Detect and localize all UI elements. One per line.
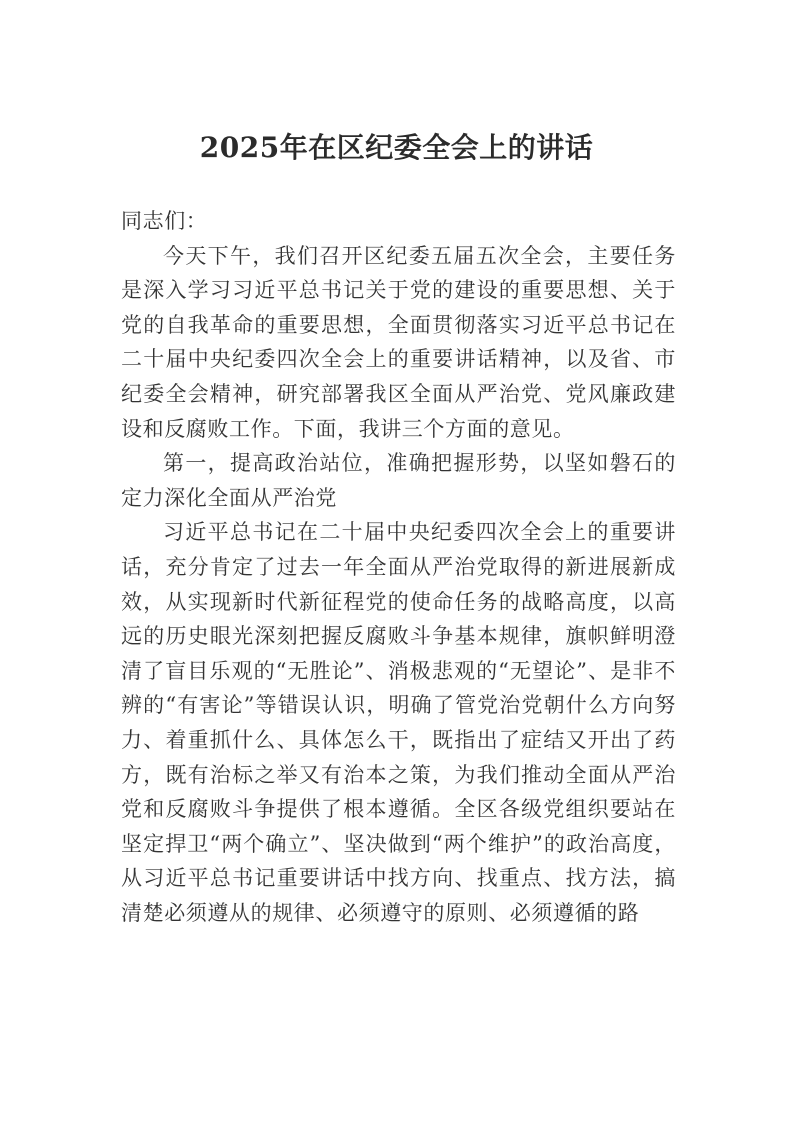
document-body: [121, 204, 676, 930]
document-title: 2025年在区纪委全会上的讲话: [199, 131, 594, 164]
salutation: 同志们：: [121, 209, 208, 233]
paragraph-intro: 今天下午，我们召开区纪委五届五次全会，主要任务是深入学习习近平总书记关于党的建设的重要思想、关于党的自我革命的重要思想，全面贯彻落实习近平总书记在二十届中央纪委四次全会上的重要讲话精神，以及省、市纪委全会精神，研究部署我区全面从严治党、党风廉政建设和反腐败工作。下面，我讲三个方面的意见。: [121, 243, 676, 441]
paragraph-section-1: 习近平总书记在二十届中央纪委四次全会上的重要讲话，充分肯定了过去一年全面从严治党取得的新进展新成效，从实现新时代新征程党的使命任务的战略高度，以高远的历史眼光深刻把握反腐败斗争基本规律，旗帜鲜明澄清了盲目乐观的“无胜论”、消极悲观的“无望论”、是非不辨的“有害论”等错误认识，明确了管党治党朝什么方向努力、着重抓什么、具体怎么干，既指出了症结又开出了药方，既有治标之举又有治本之策，为我们推动全面从严治党和反腐败斗争提供了根本遵循。全区各级党组织要站在坚定捍卫“两个确立”、坚决做到“两个维护”的政治高度，从习近平总书记重要讲话中找方向、找重点、找方法，搞清楚必须遵从的规律、必须遵守的原则、必须遵循的路: [121, 520, 676, 925]
section-heading-1: 第一，提高政治站位，准确把握形势，以坚如磐石的定力深化全面从严治党: [121, 451, 676, 510]
